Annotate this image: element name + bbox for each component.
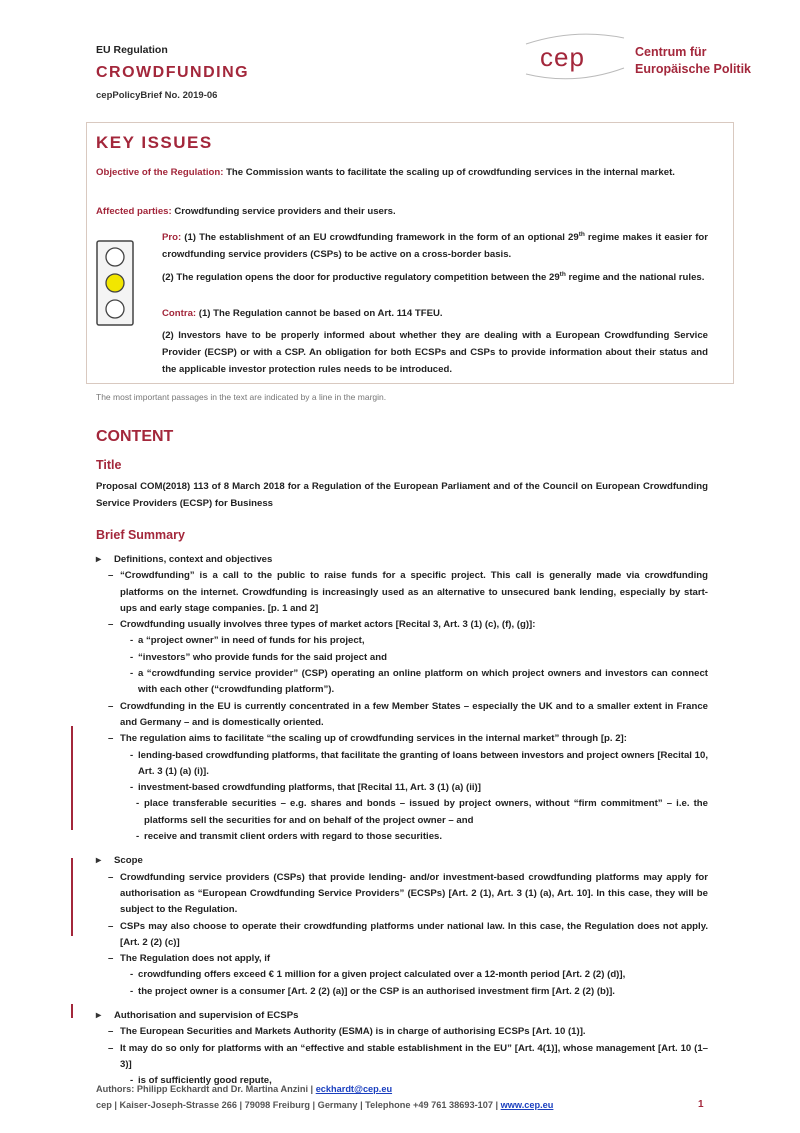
list-item: ▸ Authorisation and supervision of ECSPs [96, 1008, 708, 1024]
footer-address [96, 1100, 553, 1110]
list-item: - “investors” who provide funds for the said project and [96, 650, 708, 666]
list-item: ▸ Definitions, context and objectives [96, 552, 708, 568]
logo-text [635, 44, 751, 78]
pro-1-text-a: (1) The establishment of an EU crowdfunding framework in the form of an optional 29 [181, 232, 579, 244]
margin-line-3 [71, 1004, 73, 1018]
title-heading: Title [96, 458, 122, 472]
pro-label: Pro: [162, 232, 182, 244]
contra-1-text: (1) The Regulation cannot be based on Art. 114 TFEU. [196, 308, 443, 319]
margin-line-1 [71, 726, 73, 830]
pro-1-sup: th [578, 231, 585, 238]
key-issues-title: KEY ISSUES [96, 133, 213, 152]
pro-2-sup: th [559, 271, 566, 278]
footer-authors [96, 1084, 392, 1094]
affected-label: Affected parties: [96, 206, 172, 217]
list-item: – The Regulation does not apply, if [96, 951, 708, 967]
list-item: – The European Securities and Markets Authority (ESMA) is in charge of authorising ECSPs [Art. 10 (1)]. [96, 1024, 708, 1040]
list-item: - the project owner is a consumer [Art. 2 (2) (a)] or the CSP is an authorised investment firm [Art. 2 (2) (b)]. [96, 984, 708, 1000]
list-item: ▸ Scope [96, 853, 708, 869]
affected-text: Crowdfunding service providers and their users. [171, 206, 396, 217]
brief-summary-list [96, 552, 708, 1090]
logo-mark: cep [540, 42, 585, 72]
list-item: - crowdfunding offers exceed € 1 million for a given project calculated over a 12-month period [Art. 2 (2) (d)], [96, 967, 708, 983]
pro-2-text-a: (2) The regulation opens the door for productive regulatory competition between the 29 [162, 272, 560, 284]
pro-paragraph-1 [162, 226, 708, 263]
doc-category: EU Regulation [96, 44, 168, 56]
list-item: – Crowdfunding in the EU is currently concentrated in a few Member States – especially the UK and to a smaller extent in France and Germany – and is domestically oriented. [96, 699, 708, 732]
list-item: - a “project owner” in need of funds for his project, [96, 633, 708, 649]
cep-logo [520, 28, 630, 84]
list-item: - is of sufficiently good repute, [96, 1073, 708, 1089]
list-item: – “Crowdfunding” is a call to the public to raise funds for a specific project. This call is generally made via crowdfunding platforms on the internet. Crowdfunding is increasingly used as an alternative to unsecured bank lending, especially by start-ups and early stage companies. [p. 1 and 2] [96, 568, 708, 617]
traffic-light-icon [96, 240, 134, 331]
author-email-link[interactable]: eckhardt@cep.eu [315, 1084, 393, 1094]
website-link[interactable]: www.cep.eu [500, 1100, 554, 1110]
doc-title: CROWDFUNDING [96, 64, 250, 81]
content-title: CONTENT [96, 428, 174, 445]
list-item: - lending-based crowdfunding platforms, that facilitate the granting of loans between investors and project owners [Recital 10, Art. 3 (1) (a) (i)]. [96, 748, 708, 781]
objective-text: The Commission wants to facilitate the scaling up of crowdfunding services in the internal market. [223, 167, 675, 178]
brief-number: cepPolicyBrief No. 2019-06 [96, 90, 218, 101]
list-item: - investment-based crowdfunding platforms, that [Recital 11, Art. 3 (1) (a) (ii)] [96, 780, 708, 796]
logo-text-line-1: Centrum für [635, 45, 707, 59]
list-item: – The regulation aims to facilitate “the scaling up of crowdfunding services in the internal market” through [p. 2]: [96, 731, 708, 747]
margin-note: The most important passages in the text are indicated by a line in the margin. [96, 392, 387, 402]
contra-label: Contra: [162, 308, 197, 319]
objective-label: Objective of the Regulation: [96, 167, 224, 178]
pro-paragraph-2 [162, 266, 708, 286]
list-item: – CSPs may also choose to operate their crowdfunding platforms under national law. In this case, the Regulation does not apply. [Art. 2 (2) (c)] [96, 919, 708, 952]
list-item: - place transferable securities – e.g. shares and bonds – issued by project owners, without “firm commitment” – i.e. the platforms sell the securities for and on behalf of the project owner – and [96, 796, 708, 829]
contra-paragraph-1 [162, 305, 708, 322]
title-text: Proposal COM(2018) 113 of 8 March 2018 for a Regulation of the European Parliament and of the Council on European Crowdfunding Service Providers (ECSP) for Business [96, 481, 708, 509]
affected-paragraph [96, 203, 708, 220]
objective-paragraph [96, 164, 708, 181]
page-number: 1 [698, 1099, 704, 1110]
margin-line-2 [71, 858, 73, 936]
summary-heading: Brief Summary [96, 528, 185, 542]
list-item: – It may do so only for platforms with an “effective and stable establishment in the EU” [Art. 4(1)], whose management [Art. 10 (1–3)] [96, 1041, 708, 1074]
contra-paragraph-2: (2) Investors have to be properly informed about whether they are dealing with a European Crowdfunding Service Provider (ECSP) or with a CSP. An obligation for both ECSPs and CSPs to provide information about their status and the applicable investor protection rules needs to be introduced. [162, 330, 708, 375]
list-item: – Crowdfunding usually involves three types of market actors [Recital 3, Art. 3 (1) (c), (f), (g)]: [96, 617, 708, 633]
list-item: – Crowdfunding service providers (CSPs) that provide lending- and/or investment-based crowdfunding platforms may apply for authorisation as “European Crowdfunding Service Providers” (ECSPs) [Art. 2 (1), Art. 3 (1) (a), Art. 10]. In this case, they will be subject to the Regulation. [96, 870, 708, 919]
pro-2-text-b: regime and the national rules. [565, 272, 705, 284]
authors-text: Authors: Philipp Eckhardt and Dr. Martina Anzini | [96, 1084, 316, 1094]
list-item: - receive and transmit client orders with regard to those securities. [96, 829, 708, 845]
pro-1-text-b: regime makes it easier for crowdfunding service providers (CSPs) to be active on a cross-border basis. [162, 232, 708, 261]
address-text: cep | Kaiser-Joseph-Strasse 266 | 79098 Freiburg | Germany | Telephone +49 761 38693-107 | [96, 1100, 501, 1110]
list-item: - a “crowdfunding service provider” (CSP) operating an online platform on which project owners and investors can connect with each other (“crowdfunding platform”). [96, 666, 708, 699]
logo-text-line-2: Europäische Politik [635, 62, 752, 76]
